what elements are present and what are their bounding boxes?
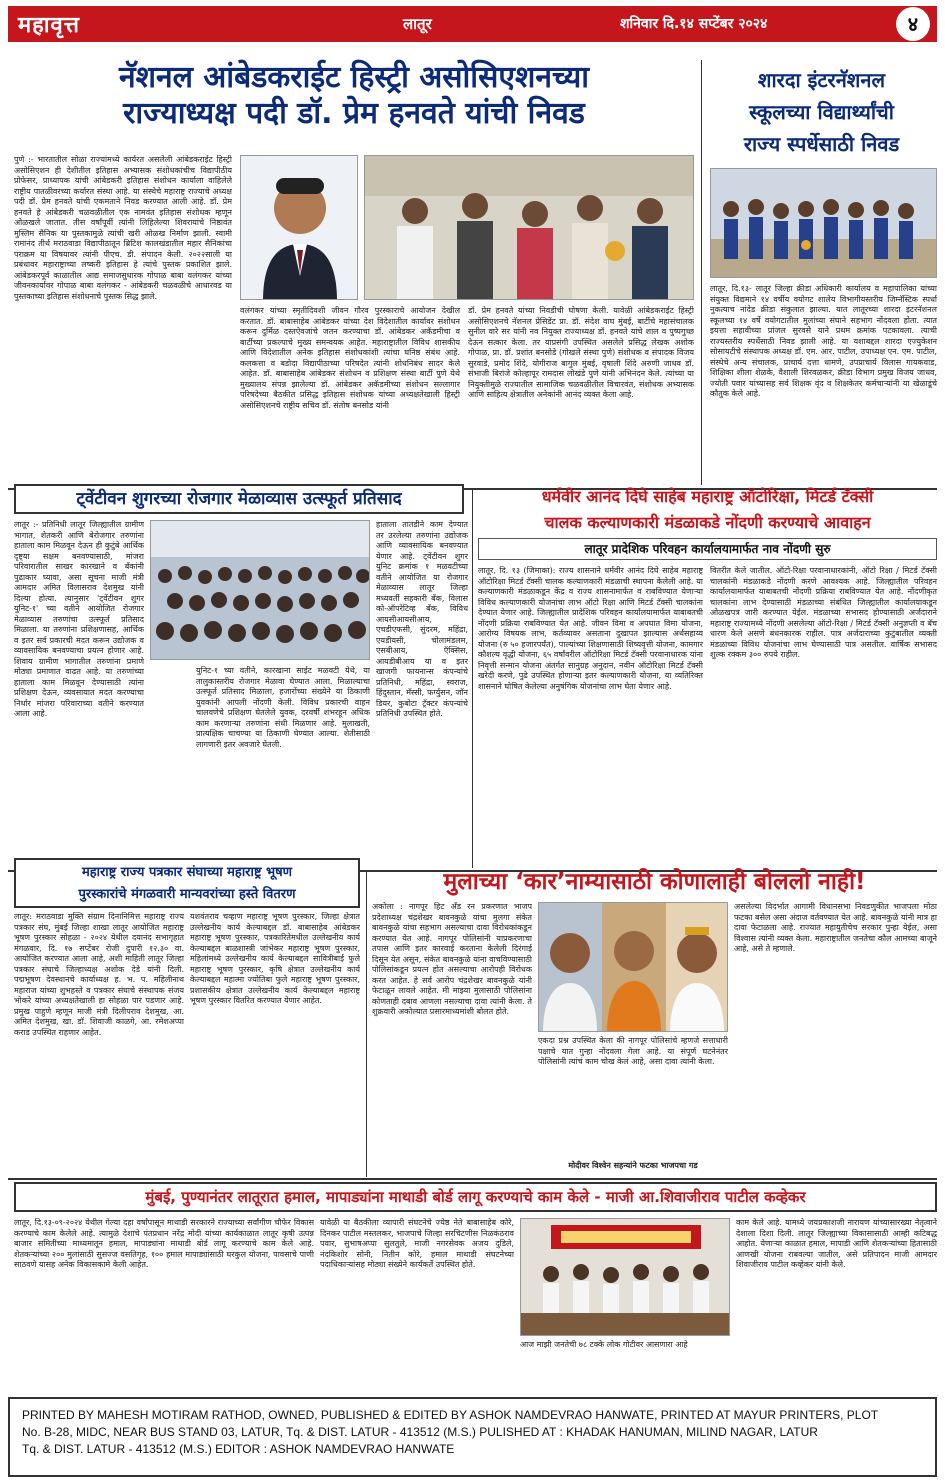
masthead-bar bbox=[8, 6, 937, 42]
story7-photo-caption: आज माझी जनतेची ७८ टक्के लोक गोटीवर आसणारा आहे bbox=[520, 1340, 688, 1349]
story7-headline: मुंबई, पुण्यानंतर लातूरात हमाल, मापाड्यांना माथाडी बोर्ड लागू करण्याचे काम केले - माजी आ.शिवाजीराव पाटील कव्हेकर bbox=[14, 1182, 937, 1212]
students-group-icon bbox=[711, 169, 937, 278]
story3-crowd-photo bbox=[150, 520, 370, 660]
page-number-badge: ४ bbox=[896, 7, 930, 41]
story6-body-col2: एकदा प्रश्न उपस्थित केला की नागपूर पोलिसांचे म्हणजे सत्ताधारी पक्षाचे यात गुन्हा नोंदवला गेला आहे. या संपूर्ण घटनेनंतर पोलिसांनी त्यांचं काम चोख केलं आहे, असा दावा त्यांनी केला. bbox=[538, 1036, 728, 1066]
edition-city: लातूर bbox=[403, 15, 432, 33]
politician-portraits-icon bbox=[539, 903, 728, 1032]
felicitation-scene-icon bbox=[365, 156, 694, 300]
column-divider bbox=[472, 488, 473, 868]
story6-photo-caption: मोदीवर विश्वेन सहन्यांने फटका भाजपचा गड bbox=[568, 1160, 698, 1170]
story4-headline-line1: धर्मवीर आनंद दिघे साहेब महाराष्ट्र ऑटोरिक्षा, मिटर्ड टॅक्सी bbox=[541, 487, 874, 506]
story5-body-col1: लातूर: मराठवाडा मुक्ति संग्राम दिनानिमित्त महाराष्ट्र राज्य पत्रकार संघ, मुंबई जिल्हा शाखा लातूर आयोजित महाराष्ट्र भूषण पुरस्कार सोहळा - २०२४ येथील दयानंद सभागृहात मंगळवार, दि. १७ सप्टेंबर रोजी दुपारी १२.३० वा. आयोजित करण्यात आला आहे, अशी माहिती लातूर जिल्हा पत्रकार संघाचे जिल्हाध्यक्ष अशोक देडे यांनी दिली. पद्मभूषण देवस्थानचे कार्याध्यक्ष ह. भ. प. महिलीनाथ महाराज यांच्या शुभहस्ते व पत्रकार संघाचे संस्थापक संजय भोकरे यांच्या अध्यक्षतेखाली हा सोहळा पार पडणार आहे. प्रमुख पाहुणे म्हणून माजी मंत्री दिलीपराव देशमुख, आ. अमित देशमुख, खा. डॉ. शिवाजी काळगे, आ. रमेशअप्पा कराड उपस्थित राहणार आहेत. bbox=[14, 912, 184, 1037]
story4-body-col2: वितरीत केले जातील. ऑटो-रिक्षा परवानाधारकांनी, ऑटो रिक्षा / मिटर्ड टॅक्सी चालकांनी मंडळाकडे नोंदणी करणे आवश्यक आहे. जिल्ह्यातील परिवहन कार्यालयामार्फत याबाबतची नोंदणी प्रक्रिया राबविण्यात येत आहे. नोंदणीकृत चालकांना लाभ देण्यासाठी मंडळाच्या संबंधित जिल्ह्यातील कार्यालयाकडून ओळखपत्र जारी करण्यात येईल. मंडळाच्या सभासद होण्यासाठी अर्जदाराने महाराष्ट्र राज्यामध्ये नोंदणी असलेल्या ऑटो-रिक्षा / मिटर्ड टॅक्सी अनुज्ञप्ती व बॅच धारण केले असणे बंधनकारक राहील. पात्र अर्जदाराच्या कुटुंबातील व्यक्ती मंडळाच्या विविध योजनांचा लाभ घेण्यासाठी पात्र असतील. वार्षिक सभासद शुल्क रक्कम ३०० रुपये राहील. bbox=[710, 566, 937, 659]
story6-politicians-photo bbox=[538, 902, 728, 1032]
story1-headline bbox=[14, 60, 694, 132]
job-fair-crowd-icon bbox=[151, 521, 370, 660]
imprint-line2: No. B-28, MIDC, NEAR BUS STAND 03, LATUR, Tq. & DIST. LATUR - 413512 (M.S.) PULISHED AT : KHADAK HANUMAN, MILIND NAGAR, LATUR bbox=[22, 1425, 818, 1439]
story2-headline-line3: राज्य स्पर्धेसाठी निवड bbox=[743, 132, 900, 156]
newspaper-title: महावृत्त bbox=[18, 13, 80, 38]
story5-headline-line1: महाराष्ट्र राज्य पत्रकार संघाच्या महाराष्ट्र भूषण bbox=[81, 865, 293, 880]
section-divider bbox=[8, 1178, 937, 1180]
story5-headline bbox=[14, 858, 360, 908]
imprint-line1: PRINTED BY MAHESH MOTIRAM RATHOD, OWNED, PUBLISHED & EDITED BY ASHOK NAMDEVRAO HANWATE, PRINTED AT MAYUR PRINTERS, PLOT bbox=[22, 1408, 879, 1422]
story7-body-col3: काम केले आहे. यामध्ये जयप्रकाशजी नारायण यांच्यासारख्या नेतृत्वाने देशाला दिशा दिली. लातूर जिल्ह्याच्या विकासासाठी आम्ही कटिबद्ध आहोत. येणाऱ्या काळात हमाल, मापाडी आणि शेतकऱ्यांच्या हितासाठी आणखी योजना राबवल्या जातील, असे प्रतिपादन माजी आमदार शिवाजीराव पाटील कव्हेकर यांनी केले. bbox=[736, 1218, 937, 1269]
story1-body-col3: डॉ. प्रेम हनवते यांच्या निवडीची घोषणा केली. यावेळी आंबेडकराईट हिस्ट्री असोसिएशनचे नॅशनल प्रेसिडेंट प्रा. डॉ. संदेश वाघ मुंबई, बार्टीचे महासंचालक सुनील वारे सर यांनी नव नियुक्त राज्याध्यक्ष डॉ. हनवते यांचे शाल व पुष्पगुच्छ देऊन सत्कार केला. तर याप्रसंगी उपस्थित असलेले प्रसिद्ध लेखक अशोक गोपाळ, प्रा. डॉ. प्रशांत बनसोडे (गोखले संस्था पुणे) संशोधक व संपादक विजय सुरवाडे, प्रमोद शिंदे, योगीराज बागुल मुंबई, वृषाली शिंदे अरुणी जाधव डॉ. संभाजी बिरांजे कोल्हापूर रामदास लोखंडे पुणे यांनी अभिनंदन केले. त्यांच्या या नियुक्तीमुळे राज्यातील सामाजिक चळवळीतील विचारवंत, संशोधक अभ्यासक आणि साहित्य क्षेत्रातील अनेकांनी आनंद व्यक्त केला आहे. bbox=[468, 306, 694, 399]
story3-body-col3: हाताला तातडीने काम देण्यात तर उरलेल्या तरुणांना उद्योजक आणि व्यावसायिक बनवण्यात येणार आहे. ट्वेंटीवन शुगर युनिट क्रमांक १ मळवटीच्या वतीने आयोजित या रोजगार मेळाव्यास लातूर जिल्हा मध्यवर्ती सहकारी बँक, विलास को-ऑपरेटिव्ह बँक, विविध आयसीआयसीआय, एचडीएफसी, सुंदरम, महिंद्रा, एयडीयसी, चोलामंडलम, एसबीआय, ऍक्सिस, आयडीबीआय या व इतर खाजगी फायनान्स कंपन्यांचे प्रतिनिधी, महिंद्रा, स्वराज, हिंदुस्तान, मॅस्सी, फर्ग्युसन, जॉन डियर, कुबोटा ट्रॅक्टर कंपन्यांचे प्रतिनिधी उपस्थित होते. bbox=[376, 520, 468, 718]
story7-body-col2: यावेळी या बैठकीला व्यापारी संघटनेचे ज्येष्ठ नेते बाबासाहेब कोरे, दिनकर पाटील मस्तलकर, भाजपाचे जिल्हा सरचिटणीस निळकंठराव पवार, सुभाषअप्पा सुलतुले, माजी नगरसेवक अजय दुडिले, नंदकिशोर सोनी, नितीन कोरे, हमाल माथाडी संघटनेच्या पदाधिकाऱ्यांसह मोठ्या संख्येने कार्यकर्ते उपस्थित होते. bbox=[320, 1218, 514, 1269]
story6-body-col1: अकोला : नागपूर हिट अँड रन प्रकरणात भाजप प्रदेशाध्यक्ष चंद्रशेखर बावनकुळे यांचा मुलगा संकेत बावनकुळे यांचा सहभाग असल्याचा दावा विरोधकांकडून करण्यात येत आहे. नागपूर पोलिसांनी याप्रकरणाचा तपास आणि इतर कारवाई करताना केलेली दिरंगाई दिसून येत असून, संकेत बावनकुळे यांना वाचविण्यासाठी पोलिसांकडून प्रयत्न होत असल्याचा आरोपही विरोधक करत आहेत. हे सर्व आरोप चंद्रशेखर बावनकुळे यांनी फेटाळून लावले आहेत. मी माझ्या मुलासाठी पोलिसांना कोणताही दबाव आणला नसल्याचा दावा त्यांनी केला. ते शुक्रवारी अकोल्यात प्रसारमाध्यमांशी बोलत होते. bbox=[372, 902, 532, 1016]
story6-body-col3: असलेल्या विदर्भात आगामी विधानसभा निवडणुकीत भाजपला मोठा फटका बसेल असा अंदाज वर्तवण्यात येत आहे. बावनकुळे यांनी मात्र हा दावा फेटाळला आहे. राज्यात महायुतीचेच सरकार पुन्हा येईल, असा विश्वास त्यांनी व्यक्त केला. महाराष्ट्रातील जनतेचा कौल आमच्या बाजूने आहे, असे ते म्हणाले. bbox=[734, 902, 937, 953]
publication-imprint bbox=[8, 1397, 937, 1477]
meeting-hall-icon bbox=[521, 1219, 730, 1336]
story1-body-col1: पुणे :- भारतातील सोळा राज्यांमध्ये कार्यरत असलेली आंबेडकराईट हिस्ट्री असोसिएशन ही देशीतील इतिहास अभ्यासक संशोधकांचीच विद्यापीठीय प्रोफेसर, प्राध्यापक यांची आंबेडकरी इतिहास संशोधन कार्याला वाहिलेले राष्ट्रीय पातळीवरच्या कर्यारत संस्था आहे. या संस्थेचे महाराष्ट्र राज्याचे अध्यक्ष पदी डॉ. प्रेम हनवते यांची एकमताने निवड करण्यात आली आहे. डॉ. प्रेम हनवते हे आंबेडकरी चळवळीतील एक नामवंत इतिहास संशोधक म्हणून ओळखले जातात. तीस वर्षांपूर्वी त्यांनी लिहिलेल्या शिवरायांचे निष्ठावंत मुस्लिम सैनिक या पुस्तकामुळे त्यांची खरी ओळख निर्माण झाली. स्वामी रामानंद तीर्थ मराठवाडा विद्यापीठातून ब्रिटिश कालखंडातील महार सैनिकांचा पराक्रम या विषयावर त्यांनी पीएच. डी. संपादन केली. २०२२साली या प्रबंधावर महाराष्ट्राच्या लष्करी इतिहास हे त्यांचे पुस्तक प्रकाशित झाले. आंबेडकरपूर्व काळातील आद्य समाजसुधारक गोपाळ बाबा वलंगकर यांच्या जीवनकार्यावर गोपाळ बाबा वलंगकर - आंबेडकरी चळवळीचे आधारवड या पुस्तकाच्या इतिहास संशोधनाचे पुस्तक सिद्ध झाले. bbox=[14, 155, 232, 301]
column-divider bbox=[366, 872, 367, 1177]
story5-body-col2: यशवंतराव चव्हाण महाराष्ट्र भूषण पुरस्कार, जिल्हा क्षेत्रात उल्लेखनीय कार्य केल्याबद्दल डॉ. बाबासाहेब आंबेडकर महाराष्ट्र भूषण पुरस्कार, पत्रकारितेमधील उल्लेखनीय कार्य केल्याबद्दल बाळशास्त्री जांभेकर महाराष्ट्र भूषण पुरस्कार, महिलांमध्ये उल्लेखनीय कार्य केल्याबद्दल सावित्रीबाई फुले महाराष्ट्र भूषण पुरस्कार, कृषि क्षेत्रात उल्लेखनीय कार्य केल्याबद्दल महात्मा ज्योतिबा फुले महाराष्ट्र भूषण पुरस्कार, प्रशासकीय क्षेत्रात उल्लेखनीय कार्य केल्याबद्दल महाराष्ट्र भूषण पुरस्कार वितरित करण्यात येणार आहेत. bbox=[190, 912, 360, 1005]
column-divider bbox=[701, 60, 702, 485]
story2-headline bbox=[706, 64, 937, 160]
story4-body-col1: लातूर, दि. १३ (जिमाका): राज्य शासनाने धर्मवीर आनंद दिघे साहेब महाराष्ट्र ऑटोरिक्षा मिटर्ड टॅक्सी चालक कल्याणकारी मंडळाची स्थापना केलेली आहे. या कल्याणकारी मंडळाकडून केंद्र व राज्य शासनामार्फत व राबविण्यात येणाऱ्या विविध कल्याणकारी योजनांचा लाभ ऑटो रिक्षा आणि मिटर्ड टॅक्सी चालकांना देण्यात येणार आहे. जिल्ह्यातील प्रादेशिक परिवहन कार्यालयामार्फत याबाबतची नोंदणी प्रक्रिया राबविण्यात येत आहे. जीवन विमा व अपघात विमा योजना, आरोग्य विषयक लाभ, कर्तव्यावर असताना दुखापत झाल्यास अर्थसहाय्य योजना (रु ५० हजारपर्यंत), पाल्यांच्या शिक्षणासाठी शिष्यवृत्ती योजना, कामगार कौशल्य वृद्धी योजना, ६५ वर्षांवरील ऑटोरिक्षा मिटर्ड टॅक्सी परवानाधारक यांना निवृत्ती सन्मान योजना अंतर्गत सानुग्रह अनुदान, नवीन ऑटोरिक्षा मिटर्ड टॅक्सी खरेदी करणे, पुढे उपस्थित होणाऱ्या इतर कल्याणकारी योजना, या व्यतिरिक्त शासनाने घोषित केलेल्या अनुषंगिक योजनांचा लाभ घेता येणार आहे. bbox=[478, 566, 703, 691]
story1-felicitation-photo bbox=[364, 155, 694, 300]
story2-headline-line2: स्कूलच्या विद्यार्थ्यांची bbox=[749, 100, 894, 124]
story4-headline-line2: चालक कल्याणकारी मंडळाकडे नोंदणी करण्याचे आवाहन bbox=[544, 513, 871, 532]
story1-portrait-photo bbox=[240, 155, 358, 300]
story4-headline bbox=[478, 484, 937, 536]
story1-headline-line2: राज्याध्यक्ष पदी डॉ. प्रेम हनवते यांची निवड bbox=[123, 96, 585, 131]
story5-headline-line2: पुरस्कारांचे मंगळवारी मान्यवरांच्या हस्ते वितरण bbox=[78, 887, 296, 902]
portrait-figure-icon bbox=[241, 156, 358, 300]
story7-meeting-photo bbox=[520, 1218, 730, 1336]
edition-date: शनिवार दि.१४ सप्टेंबर २०२४ bbox=[620, 16, 768, 32]
story2-body: लातूर, दि.१३- लातूर जिल्हा क्रीडा अधिकारी कार्यालय व महापालिका यांच्या संयुक्त विद्यमाने १४ वर्षीय वयोगट शालेय विभागीयस्तरीय जिम्नॅस्टिक स्पर्धा नुकत्याच नांदेड क्रीडा संकुलात झाल्या. यात लातूरच्या शारदा इंटरनॅशनल स्कूलच्या १४ वर्षे वयोगटातील मुलांच्या संघाने सहभाग नोंदवला होता. त्यात इयत्ता सहावीच्या प्रांजल सुरवसे याने प्रथम क्रमांक पटकावला. त्याची राज्यस्तरीय स्पर्धेसाठी निवड झाली आहे. या यशाबद्दल शारदा एज्युकेशन सोसायटीचे संस्थापक अध्यक्ष डॉ. एम. आर. पाटील, उपाध्यक्ष एन. एम. पाटील, संस्थेचे अन्य संचालक, प्राचार्य दत्ता धामणे, उपप्राचार्य विलास गायकवाड, शिक्षिका शीला शेळके, वैशाली शिरवळकर, क्रीडा विभाग प्रमुख विजय जाधव, ज्योती पवार यांच्यासह सर्व शिक्षक वृंद व शिक्षकेतर कर्मचाऱ्यांनी या खेळाडूंचे कौतुक केले आहे. bbox=[710, 284, 937, 398]
story7-body-col1: लातूर, दि.१३-०९-२०२४ येथील गेल्या दहा वर्षांपासून माथाडी सरकारने राज्याच्या सर्वांगीण चौफेर विकास करण्याचे काम केलेले आहे. त्यामुळे देशाचे पंतप्रधान नरेंद्र मोदी यांच्या कार्यकाळात लातूर कृषी उत्पन्न बाजार समितीच्या माध्यमातून हमाल, मापाड्यांना माथाडी बोर्ड लागू करण्याचे काम केले आहे. शेतकऱ्यांच्या २०० मुलांसाठी सुसज्ज वसतिगृह, १०० हमाल मापाड्यांसाठी घरकुल योजना, पावसाचे पाणी साठवणे यासह अनेक विकासकामे केली आहेत. bbox=[14, 1218, 314, 1269]
story1-headline-line1: नॅशनल आंबेडकराईट हिस्ट्री असोसिएशनच्या bbox=[118, 60, 590, 95]
story2-headline-line1: शारदा इंटरनॅशनल bbox=[757, 68, 886, 92]
story4-subheadline: लातूर प्रादेशिक परिवहन कार्यालयामार्फत नाव नोंदणी सुरु bbox=[478, 538, 937, 560]
story3-headline: ट्वेंटीवन शुगरच्या रोजगार मेळाव्यास उत्स्फूर्त प्रतिसाद bbox=[14, 484, 464, 514]
story3-body-col1: लातूर :- प्रतिनिधी लातूर जिल्ह्यातील ग्रामीण भागात, शेतकरी आणि बेरोजगार तरुणांना हाताला काम मिळवून देऊन ही कुटुंबे आर्थिक दृष्ट्या सक्षम बनवण्यासाठी, मांजरा परिवारातील साखर कारखाने व बँकांनी पुढाकार घ्यावा, असा सूचना माजी मंत्री आमदार अमित विलासराव देशमुख यांनी दिल्या होत्या. त्यानुसार 'ट्वेंटीवन शुगर युनिट-१' च्या वतीने आयोजित रोजगार मेळाव्यास तरुणांचा उत्स्फूर्त प्रतिसाद मिळाला. या तरुणांना प्रशिक्षणासह, आर्थिक व इतर सर्व प्रकारची मदत करून उद्योजक व व्यावसायिक बनवण्याचा प्रयत्न होणार आहे. शिवाय ग्रामीण भागातील तरुणांना प्रमाणे मोठ्या प्रमाणात वाढत आहे. या तरुणांच्या हाताला काम मिळवून देण्यासाठी त्यांना प्रशिक्षण देऊन, व्यवसायात मदत करण्याचा निर्धार मांजरा परिवाराच्या वतीने करण्यात आला आहे. bbox=[14, 520, 144, 718]
story6-headline: मुलाच्या ‘कार’नाम्यासाठी कोणालाही बोललो नाही! bbox=[443, 869, 866, 895]
story1-body-col2: वलंगकर यांच्या स्मृतीदिवशी जीवन गौरव पुरस्काराचे आयोजन देखील करतात. डॉ. बाबासाहेब आंबेडकर यांच्या देश विदेशातील कार्यावर संशोधन करून दुर्मिळ दस्तऐवजांचे जतन करण्याचा डॉ. आंबेडकर अकॅडमीचा व बार्टीच्या प्रकल्पाचे मुख्य समन्वयक आहेत. महाराष्ट्रातील विविध शासकीय आणि विदेशातील अनेक इतिहास संशोधकांशी त्यांचा घनिष्ठ संबंध आहे. कलकत्ता व बडोदा विद्यापीठाच्या परिषदेत त्यांनी शोधनिबंध सादर केले आहेत. डॉ. बाबासाहेब आंबेडकर संशोधन व प्रशिक्षण संस्था बार्टी पुणे येथे मुख्यालय संपन्न झालेल्या डॉ. आंबेडकर अकॅडमीच्या संशोधन सल्लागार परिषदेच्या बैठकीत प्रसिद्ध इतिहास संशोधक यांच्या अध्यक्षतेखाली हिस्ट्री असोसिएशनचे राष्ट्रीय सचिव डॉ. संतोष बनसोड यांनी bbox=[240, 306, 460, 410]
imprint-line3: Tq. & DIST. LATUR - 413512 (M.S.) EDITOR : ASHOK NAMDEVRAO HANWATE bbox=[22, 1442, 455, 1456]
story2-students-photo bbox=[710, 168, 937, 278]
story3-body-col2: युनिट-१ च्या वतीने, कारखाना साईट मळवटी येथे, या तालुकास्तरीय रोजगार मेळावा घेण्यात आला. मिळाल्याचा उत्स्फूर्त प्रतिसाद मिळाला, हजारोंच्या संख्येने या ठिकाणी युवकांनी आपली नोंदणी केली. विविध प्रकारची वाहन चालवणेचे प्रशिक्षण घेतलेले युवक, दरवर्षी शंभरहून अधिक काम करणाऱ्या तरुणांना संधी मिळणार आहे. मुलाखती, प्रात्यक्षिक चाचण्या या ठिकाणी घेण्यात आल्या. शेतीसाठी लागणारी इतर अवजारे घेतली. bbox=[196, 666, 370, 749]
